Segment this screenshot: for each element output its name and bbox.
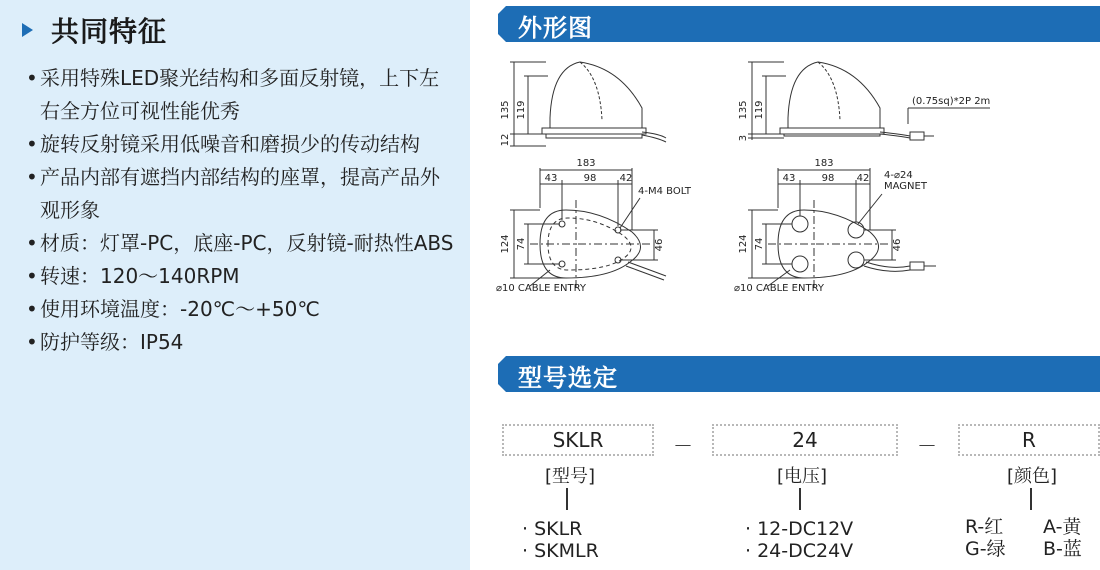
connector-line	[566, 488, 568, 510]
model-section-header	[498, 356, 1100, 392]
color-box: R	[958, 424, 1100, 456]
dim-119: 119	[754, 100, 765, 120]
magnet-label: MAGNET	[884, 181, 927, 192]
dim-183: 183	[814, 158, 834, 169]
feature-item: • 采用特殊LED聚光结构和多面反射镜，上下左右全方位可视性能优秀	[26, 66, 440, 123]
cable-label: ⌀10 CABLE ENTRY	[496, 283, 586, 294]
dim-42: 42	[619, 173, 633, 184]
model-option: · SKLR	[522, 518, 583, 540]
feature-item: • 转速：120～140RPM	[26, 264, 240, 288]
feature-item: • 使用环境温度：-20℃～+50℃	[26, 297, 320, 321]
magnet-count-label: 4-⌀24	[884, 170, 913, 181]
model-option: · SKMLR	[522, 540, 599, 562]
separator-dash: －	[917, 434, 937, 458]
voltage-label: [电压]	[776, 466, 828, 487]
dim-74: 74	[516, 237, 527, 251]
feature-item: • 产品内部有遮挡内部结构的座罩，提高产品外观形象	[26, 165, 440, 222]
dim-119: 119	[516, 100, 527, 120]
dim-98: 98	[583, 173, 597, 184]
dim-46: 46	[892, 238, 903, 252]
dim-3: 3	[738, 134, 749, 142]
model-label: [型号]	[544, 466, 596, 487]
voltage-option: · 24-DC24V	[745, 540, 854, 562]
dim-46: 46	[654, 238, 665, 252]
dim-183: 183	[576, 158, 596, 169]
wire-label: (0.75sq)*2P 2m	[912, 96, 991, 107]
dim-12: 12	[500, 133, 511, 147]
color-option: G-绿	[965, 538, 1006, 560]
dim-43: 43	[782, 173, 796, 184]
outline-drawings	[490, 48, 1100, 298]
color-option: B-蓝	[1043, 538, 1082, 560]
connector-line	[799, 488, 801, 510]
left-side-view	[510, 62, 666, 146]
feature-item: • 材质：灯罩-PC，底座-PC，反射镜-耐热性ABS	[26, 231, 454, 255]
connector-line	[1030, 488, 1032, 510]
features-title: 共同特征	[51, 15, 168, 48]
color-option: A-黄	[1043, 516, 1082, 538]
outline-section-header	[498, 6, 1100, 42]
model-box: SKLR	[502, 424, 654, 456]
voltage-option: · 12-DC12V	[745, 518, 854, 540]
feature-item: • 防护等级：IP54	[26, 330, 184, 354]
voltage-box: 24	[712, 424, 898, 456]
dim-124: 124	[738, 234, 749, 254]
color-label: [颜色]	[1006, 466, 1058, 487]
dim-135: 135	[500, 100, 511, 120]
model-title: 型号选定	[518, 364, 618, 392]
dim-135: 135	[738, 100, 749, 120]
dim-74: 74	[754, 237, 765, 251]
features-panel	[0, 0, 470, 570]
features-heading	[22, 10, 167, 50]
bolt-label: 4-M4 BOLT	[638, 186, 691, 197]
features-list	[26, 62, 456, 359]
outline-title: 外形图	[518, 14, 593, 42]
separator-dash: －	[673, 434, 693, 458]
dim-124: 124	[500, 234, 511, 254]
color-option: R-红	[965, 516, 1004, 538]
cable-label: ⌀10 CABLE ENTRY	[734, 283, 824, 294]
dim-98: 98	[821, 173, 835, 184]
feature-item: • 旋转反射镜采用低噪音和磨损少的传动结构	[26, 132, 420, 156]
dim-43: 43	[544, 173, 558, 184]
triangle-bullet-icon	[22, 23, 33, 37]
dim-42: 42	[856, 173, 870, 184]
